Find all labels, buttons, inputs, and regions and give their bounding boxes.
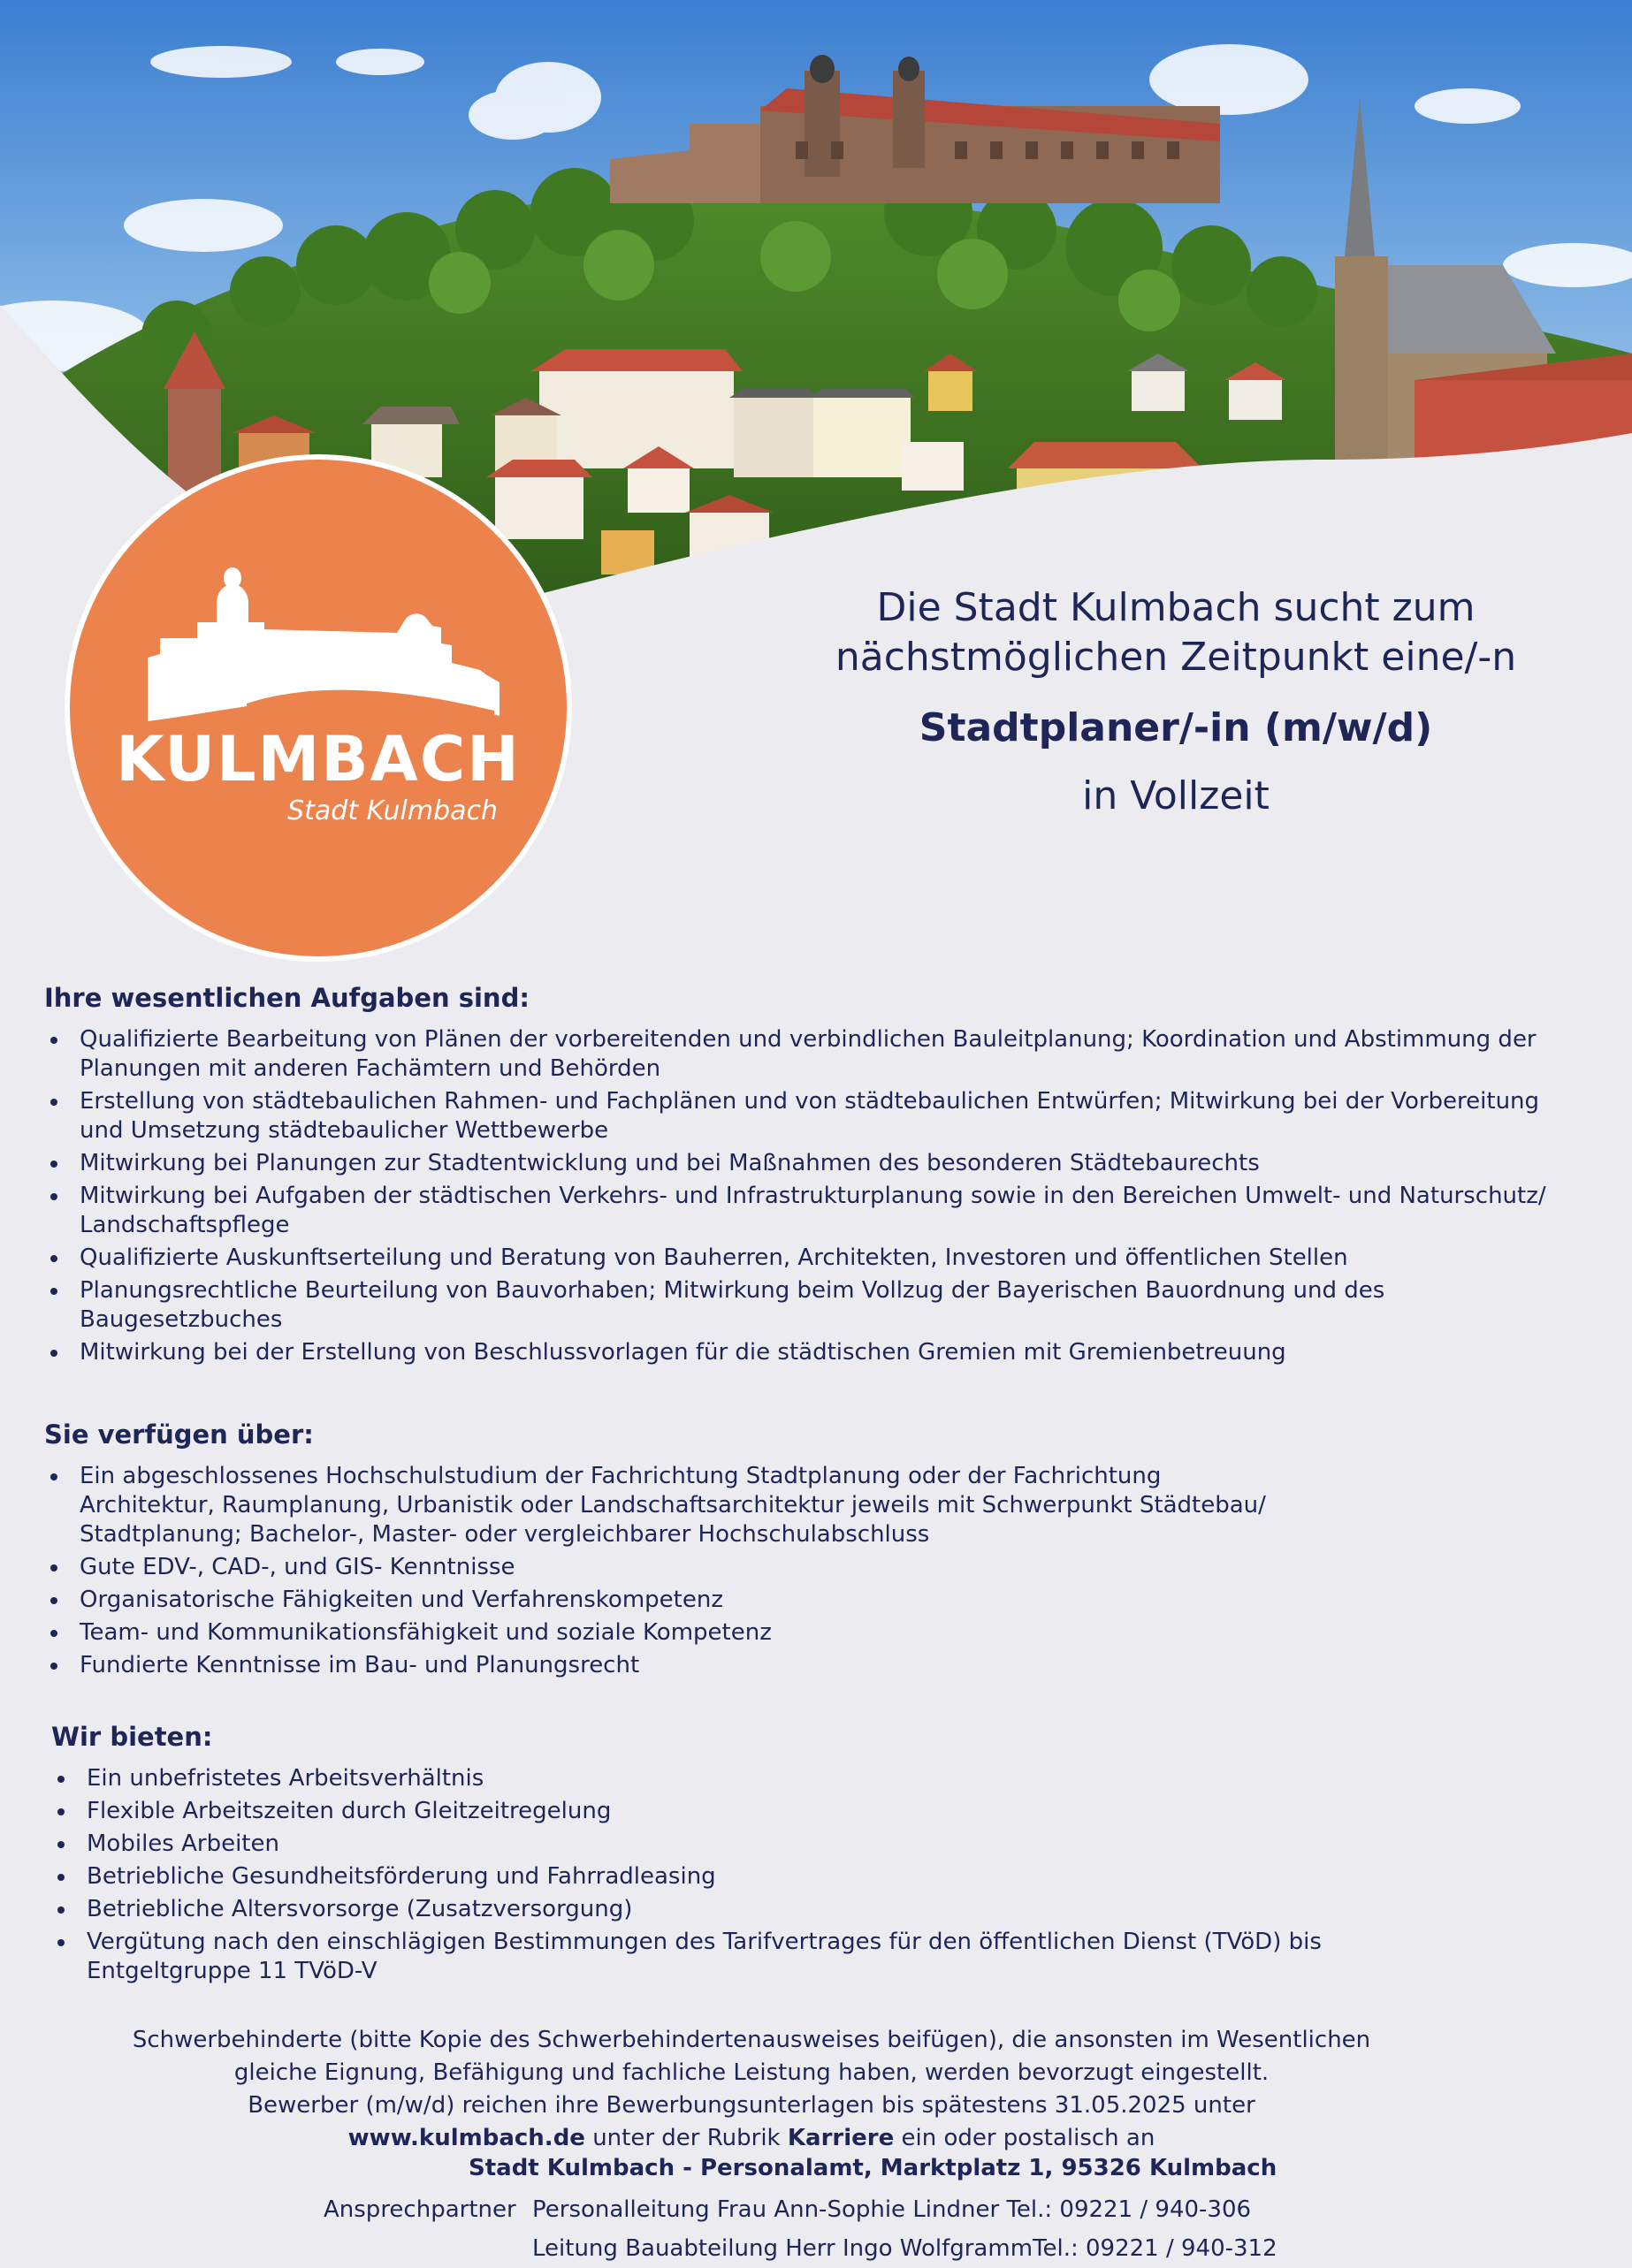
castle-emblem-icon: [141, 566, 507, 734]
requirements-title: Sie verfügen über:: [44, 1419, 314, 1450]
contact-label: Ansprechpartner: [324, 2196, 516, 2223]
list-item: Ein unbefristetes Arbeitsverhältnis: [87, 1764, 1430, 1793]
website-link[interactable]: www.kulmbach.de: [347, 2125, 585, 2151]
footer-line-3: Bewerber (m/w/d) reichen ihre Bewerbungsunterlagen bis spätestens 31.05.2025 unter: [248, 2092, 1255, 2119]
list-item: Betriebliche Altersvorsorge (Zusatzversorgung): [87, 1895, 1430, 1924]
footer-line-2: gleiche Eignung, Befähigung und fachliche Leistung haben, werden bevorzugt eingestellt.: [233, 2059, 1270, 2086]
contact-construction: Leitung Bauabteilung Herr Ingo WolfgrammTel.: 09221 / 940-312: [532, 2235, 1277, 2262]
intro-line-1: Die Stadt Kulmbach sucht zum: [876, 585, 1476, 630]
footer-line-4-end: ein oder postalisch an: [894, 2125, 1155, 2151]
job-headline: [760, 583, 1591, 818]
list-item: Mitwirkung bei Planungen zur Stadtentwicklung und bei Maßnahmen des besonderen Städtebaurechts: [80, 1149, 1547, 1178]
list-item: Qualifizierte Bearbeitung von Plänen der vorbereitenden und verbindlichen Bauleitplanung; Koordination und Abstimmung der Planungen mit anderen Fachämtern und Behörden: [80, 1025, 1547, 1084]
offer-title: Wir bieten:: [51, 1722, 213, 1752]
intro-line-2: nächstmöglichen Zeitpunkt eine/-n: [835, 635, 1517, 680]
list-item: Mobiles Arbeiten: [87, 1830, 1430, 1859]
postal-address: Stadt Kulmbach - Personalamt, Marktplatz 1, 95326 Kulmbach: [469, 2155, 1277, 2181]
list-item: Flexible Arbeitszeiten durch Gleitzeitregelung: [87, 1797, 1430, 1826]
list-item: Erstellung von städtebaulichen Rahmen- und Fachplänen und von städtebaulichen Entwürfen; Mitwirkung bei der Vorbereitung und Umsetzung städtebaulicher Wettbewerbe: [80, 1087, 1547, 1145]
employment-type: in Vollzeit: [1082, 773, 1270, 818]
logo-subtitle: Stadt Kulmbach: [287, 795, 498, 826]
list-item: Planungsrechtliche Beurteilung von Bauvorhaben; Mitwirkung beim Vollzug der Bayerischen Bauordnung und des Baugesetzbuches: [80, 1276, 1547, 1335]
footer-line-4: [124, 2122, 1379, 2155]
list-item: Mitwirkung bei der Erstellung von Beschlussvorlagen für die städtischen Gremien mit Gremienbetreuung: [80, 1338, 1547, 1367]
requirements-list: [44, 1462, 1300, 1680]
list-item: Qualifizierte Auskunftserteilung und Beratung von Bauherren, Architekten, Investoren und öffentlichen Stellen: [80, 1244, 1547, 1273]
application-info: [124, 2024, 1379, 2155]
list-item: Ein abgeschlossenes Hochschulstudium der Fachrichtung Stadtplanung oder der Fachrichtung Architektur, Raumplanung, Urbanistik oder Landschaftsarchitektur jeweils mit Schwerpunkt Städtebau/ Stadtplanung; Bachelor-, Master- oder vergleichbarer Hochschulabschluss: [80, 1462, 1300, 1549]
contact-personnel: Personalleitung Frau Ann-Sophie Lindner Tel.: 09221 / 940-306: [532, 2196, 1252, 2223]
footer-line-1: Schwerbehinderte (bitte Kopie des Schwerbehindertenausweises beifügen), die ansonsten im Wesentlichen: [132, 2027, 1371, 2053]
tasks-section: [44, 983, 1547, 1371]
tasks-list: [44, 1025, 1547, 1367]
list-item: Organisatorische Fähigkeiten und Verfahrenskompetenz: [80, 1586, 1300, 1615]
kulmbach-logo: [65, 454, 572, 962]
list-item: Betriebliche Gesundheitsförderung und Fahrradleasing: [87, 1862, 1430, 1891]
tasks-title: Ihre wesentlichen Aufgaben sind:: [44, 983, 530, 1013]
offer-list: [51, 1764, 1430, 1986]
contact-block: [324, 2190, 1277, 2268]
footer-line-4-mid: unter der Rubrik: [584, 2125, 788, 2151]
list-item: Mitwirkung bei Aufgaben der städtischen Verkehrs- und Infrastrukturplanung sowie in den Bereichen Umwelt- und Naturschutz/ Landschaftspflege: [80, 1183, 1546, 1238]
rubrik-karriere: Karriere: [787, 2125, 895, 2151]
list-item: Team- und Kommunikationsfähigkeit und soziale Kompetenz: [80, 1618, 1300, 1648]
offer-section: [51, 1722, 1430, 1990]
list-item: Fundierte Kenntnisse im Bau- und Planungsrecht: [80, 1651, 1300, 1680]
list-item: Gute EDV-, CAD-, und GIS- Kenntnisse: [80, 1553, 1300, 1582]
requirements-section: [44, 1419, 1300, 1684]
logo-wordmark: KULMBACH: [116, 723, 521, 795]
list-item: Vergütung nach den einschlägigen Bestimmungen des Tarifvertrages für den öffentlichen Dienst (TVöD) bis Entgeltgruppe 11 TVöD-V: [87, 1928, 1430, 1986]
job-title: Stadtplaner/-in (m/w/d): [919, 705, 1433, 750]
